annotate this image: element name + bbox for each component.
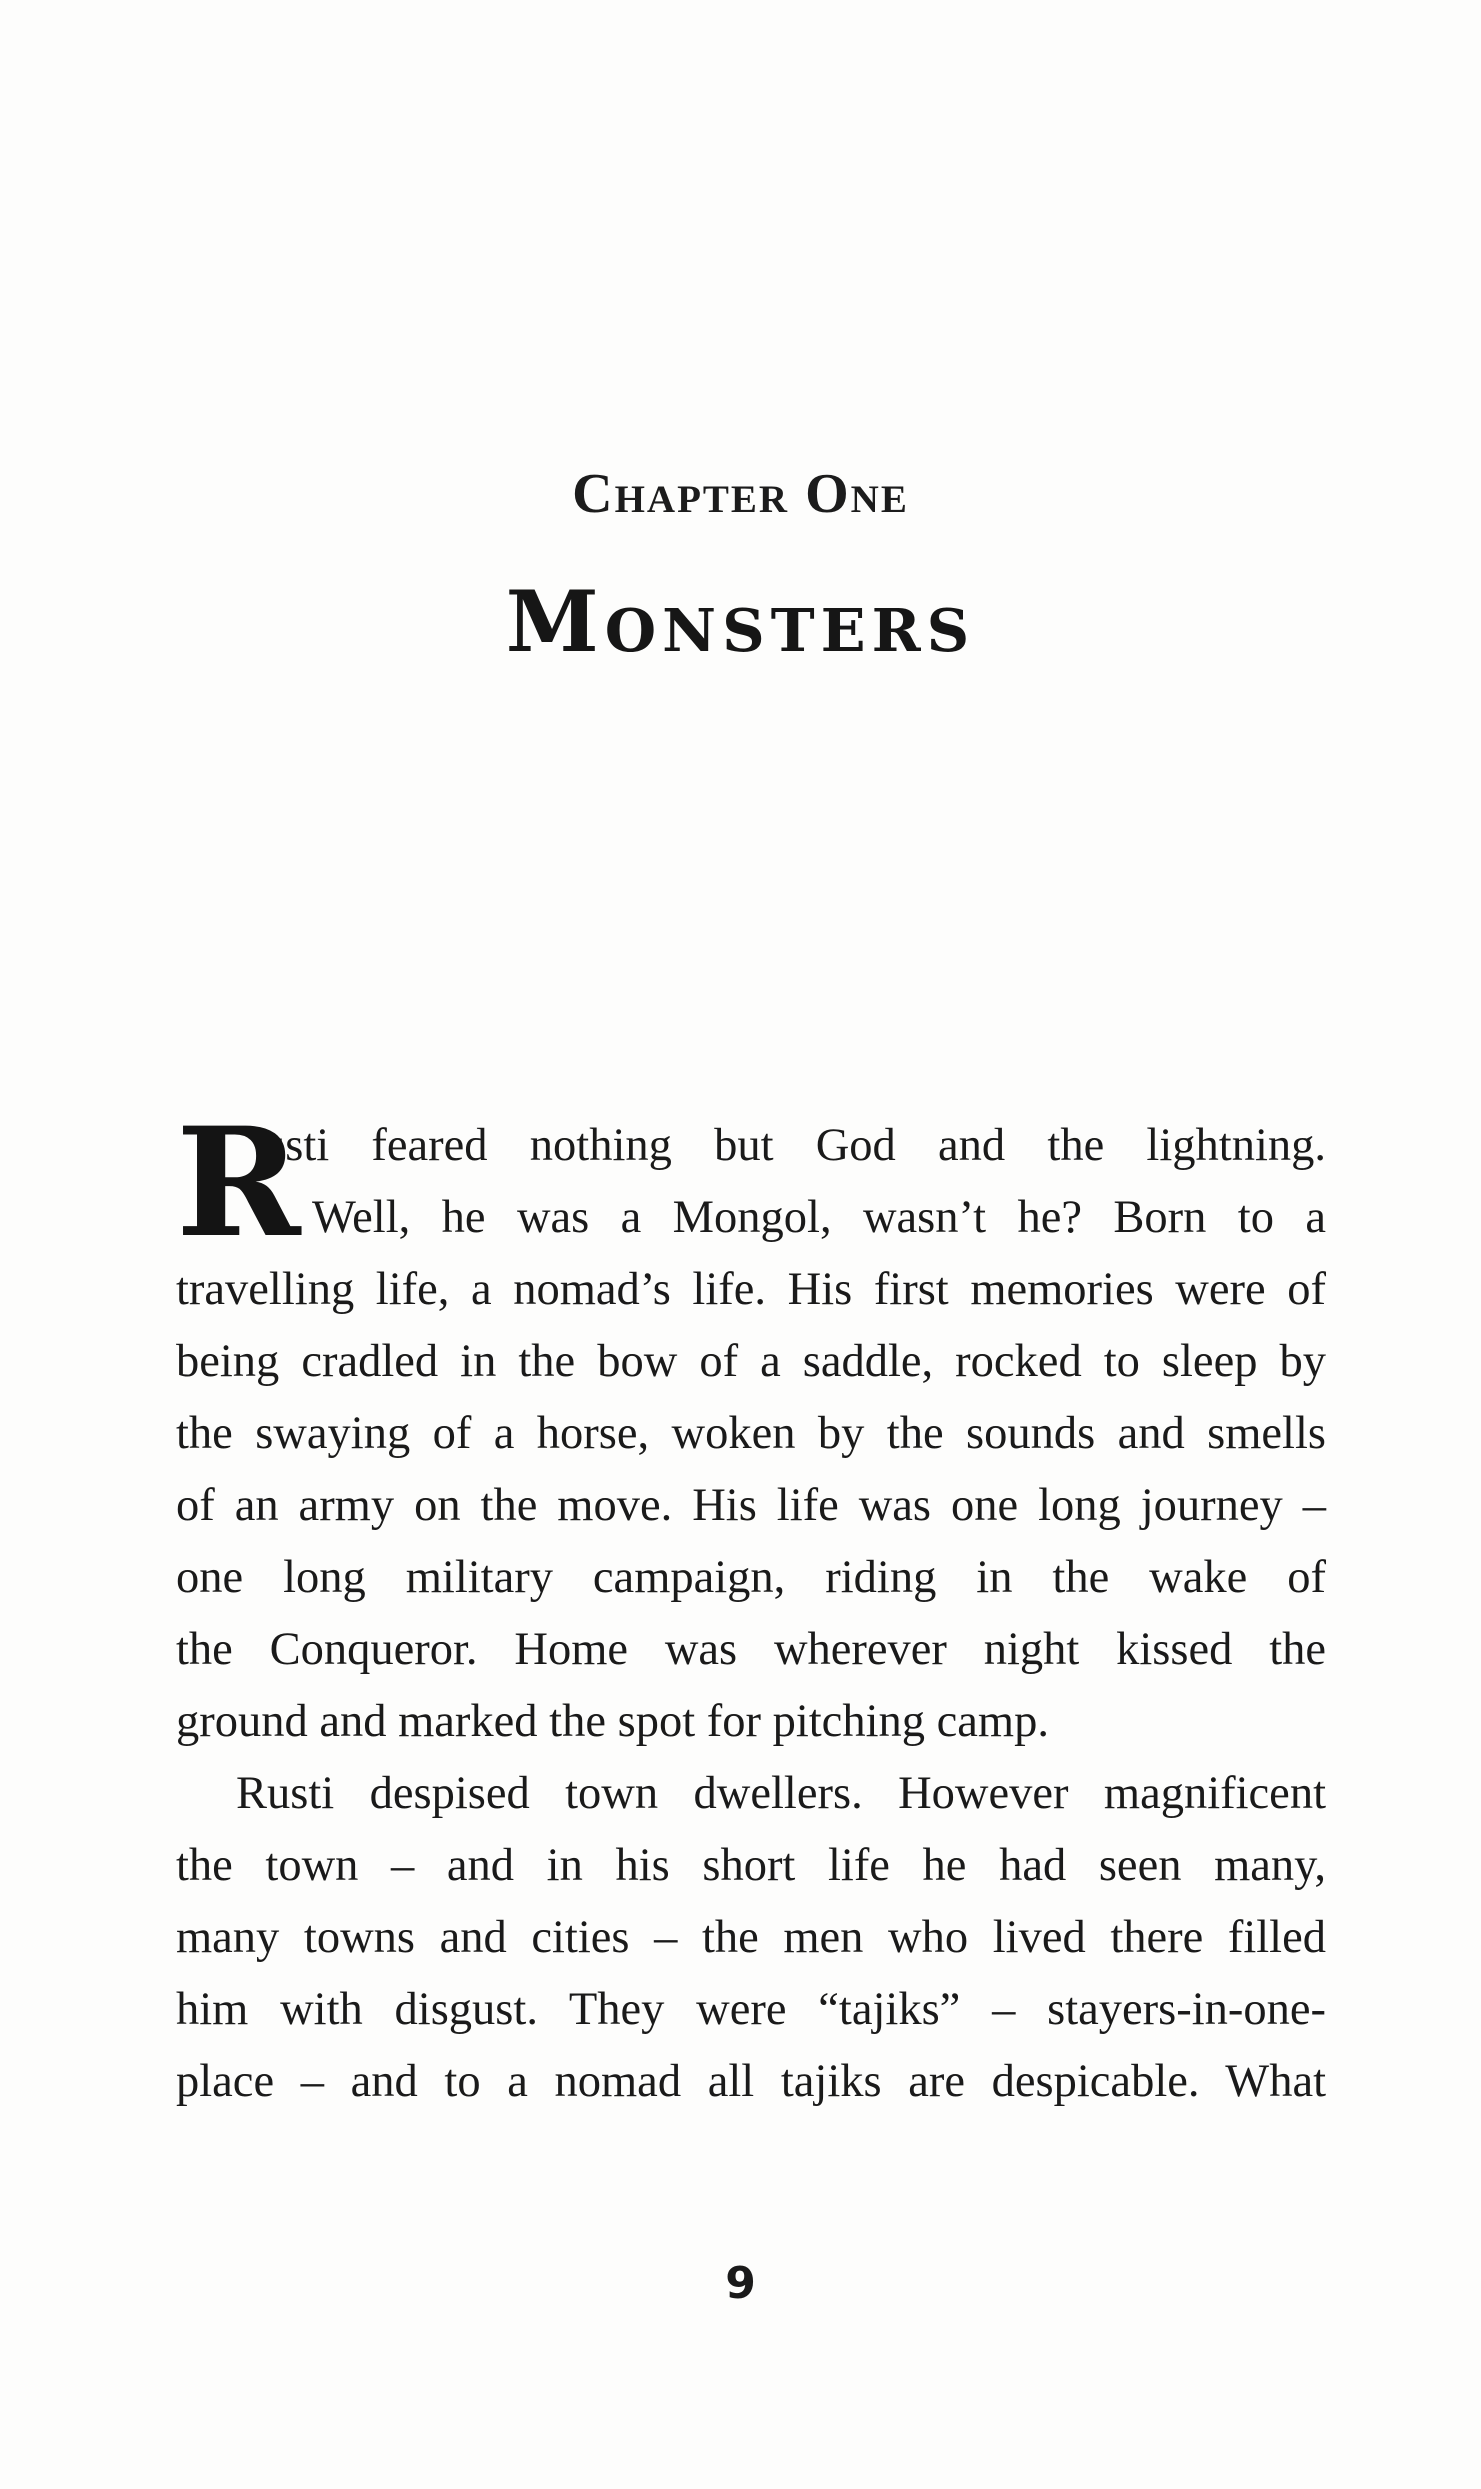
text-line: ground and marked the spot for pitching camp. [176,1696,1049,1747]
text-line: him with disgust. They were “tajiks” – stayers-in-one- [176,1984,1326,2035]
text-line: usti feared nothing but God and the lightning. [262,1120,1326,1171]
text-line: one long military campaign, riding in the wake of [176,1552,1326,1603]
page-number: 9 [725,2258,756,2309]
chapter-title: Monsters [505,572,976,671]
text-line: Rusti despised town dwellers. However magnificent [236,1768,1326,1819]
text-line: of an army on the move. His life was one long journey – [176,1480,1326,1531]
text-line: the town – and in his short life he had seen many, [176,1840,1326,1891]
text-line: the Conqueror. Home was wherever night kissed the [176,1624,1326,1675]
drop-cap: R [176,1095,301,1271]
text-line: the swaying of a horse, woken by the sounds and smells [176,1408,1326,1459]
text-line: Well, he was a Mongol, wasn’t he? Born to a [312,1192,1326,1243]
text-line: many towns and cities – the men who lived there filled [176,1912,1326,1963]
text-line: being cradled in the bow of a saddle, rocked to sleep by [176,1336,1326,1387]
text-line: travelling life, a nomad’s life. His first memories were of [176,1264,1326,1315]
chapter-body [176,1095,1326,2118]
chapter-label: Chapter One [572,463,909,525]
text-line: place – and to a nomad all tajiks are despicable. What [176,2056,1326,2107]
